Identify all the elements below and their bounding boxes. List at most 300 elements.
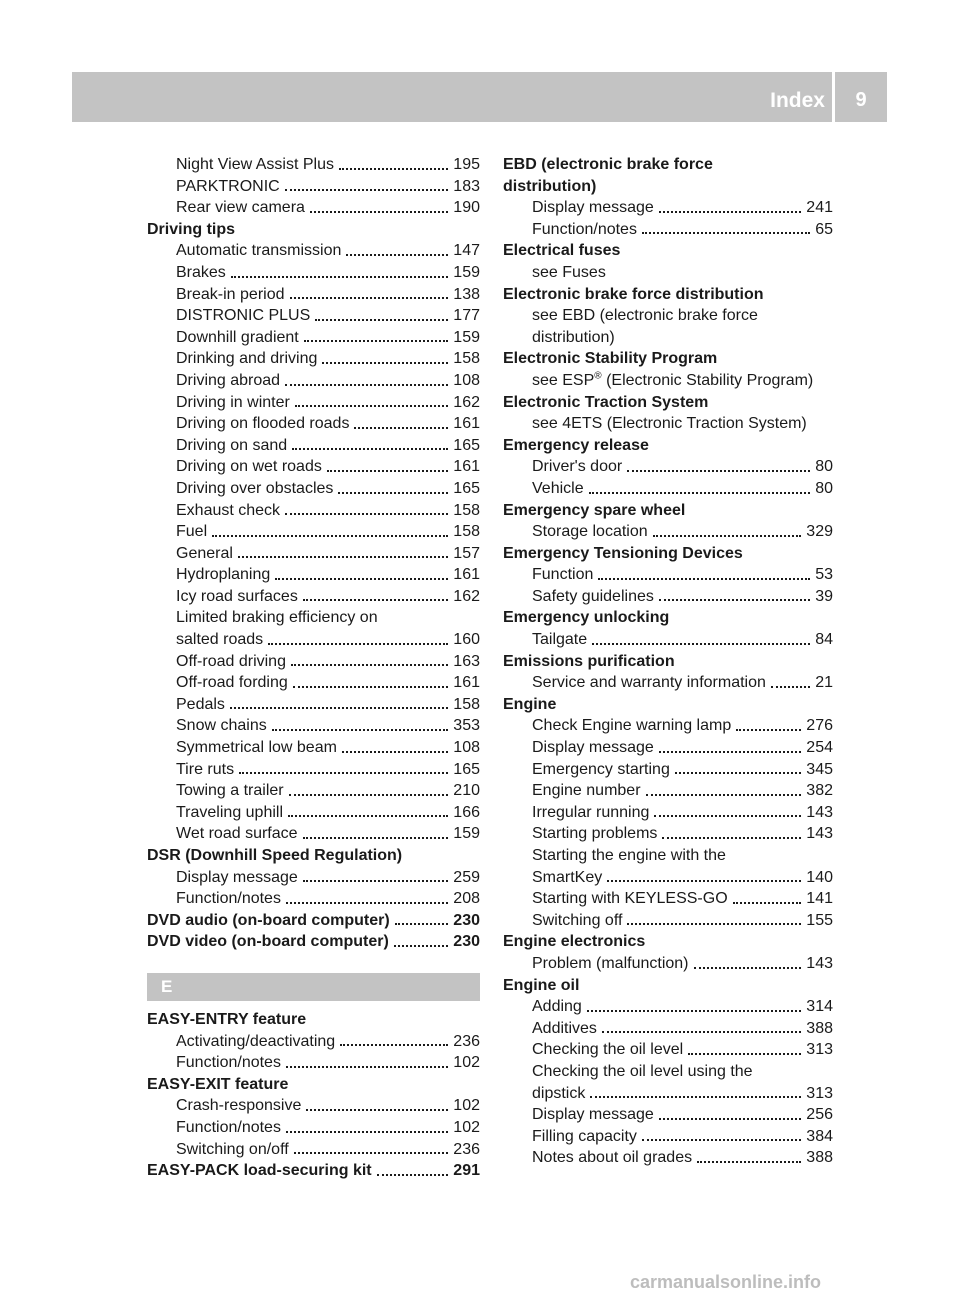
dot-leader [239, 772, 448, 774]
entry-text: General [176, 544, 233, 562]
dot-leader [675, 772, 801, 774]
index-entry [147, 154, 480, 176]
index-heading: EASY-ENTRY feature [147, 1010, 307, 1028]
dot-leader [659, 1118, 801, 1120]
entry-text: Driving on flooded roads [176, 415, 350, 433]
entry-text: Driving abroad [176, 371, 281, 389]
entry-group [503, 197, 833, 240]
page-reference: 388 [806, 1149, 833, 1167]
entry-group [147, 1095, 480, 1160]
entry-text: Starting problems [532, 825, 658, 843]
index-entry [147, 284, 480, 306]
watermark: carmanualsonline.info [630, 1272, 822, 1292]
index-entry [147, 1052, 480, 1074]
page-reference: 166 [453, 803, 480, 821]
index-entry [503, 586, 833, 608]
dot-leader [659, 211, 801, 213]
index-heading: Emissions purification [503, 652, 675, 670]
entry-text: Adding [532, 998, 582, 1016]
entry-text: Symmetrical low beam [176, 739, 337, 757]
index-entry [503, 780, 833, 802]
dot-leader [315, 319, 448, 321]
page-reference: 21 [815, 674, 833, 692]
entry-text: Display message [176, 868, 298, 886]
index-heading: Electronic brake force distribution [503, 285, 764, 303]
dot-leader [627, 470, 810, 472]
index-entry [503, 867, 833, 889]
index-entry [147, 413, 480, 435]
index-entry [503, 953, 833, 975]
dot-leader [304, 340, 449, 342]
page-reference: 162 [453, 393, 480, 411]
entry-text: Function/notes [532, 220, 637, 238]
dot-leader [289, 794, 449, 796]
see-reference: see EBD (electronic brake force [532, 307, 758, 325]
entry-group [147, 867, 480, 910]
dot-leader [395, 923, 449, 925]
dot-leader [377, 1174, 449, 1176]
index-entry [147, 478, 480, 500]
entry-text: Display message [532, 739, 654, 757]
index-heading: Engine [503, 695, 557, 713]
entry-text: Tailgate [532, 631, 588, 649]
entry-text: Engine number [532, 782, 641, 800]
page-reference: 147 [453, 242, 480, 260]
index-entry-heading [147, 1160, 480, 1182]
dot-leader [662, 837, 801, 839]
index-entry [147, 672, 480, 694]
page-reference: 143 [806, 954, 833, 972]
dot-leader [338, 492, 448, 494]
index-entry [503, 1147, 833, 1169]
entry-text: Display message [532, 199, 654, 217]
page-reference: 236 [453, 1032, 480, 1050]
dot-leader [310, 211, 448, 213]
entry-text: Function [532, 566, 594, 584]
index-entry [503, 672, 833, 694]
page-reference: 159 [453, 328, 480, 346]
page-reference: 161 [453, 566, 480, 584]
page-reference: 39 [815, 587, 833, 605]
page-reference: 160 [453, 631, 480, 649]
page-reference: 158 [453, 695, 480, 713]
entry-text: Automatic transmission [176, 242, 342, 260]
dot-leader [292, 448, 448, 450]
entry-text: PARKTRONIC [176, 177, 280, 195]
entry-group [503, 715, 833, 845]
index-entry [147, 348, 480, 370]
page-reference: 65 [815, 220, 833, 238]
page-reference: 329 [806, 523, 833, 541]
dot-leader [736, 729, 801, 731]
index-entry [503, 888, 833, 910]
entry-text: DVD audio (on-board computer) [147, 911, 390, 929]
page-reference: 254 [806, 739, 833, 757]
entry-text: Activating/deactivating [176, 1032, 336, 1050]
dot-leader [286, 902, 448, 904]
index-entry [147, 629, 480, 651]
page-reference: 158 [453, 501, 480, 519]
entry-text: Off-road fording [176, 674, 288, 692]
entry-text: Safety guidelines [532, 587, 654, 605]
index-subentry: Starting the engine with the [532, 847, 726, 864]
entry-text: Vehicle [532, 479, 584, 497]
entry-text: Filling capacity [532, 1127, 637, 1145]
entry-text: Rear view camera [176, 199, 305, 217]
dot-leader [288, 815, 448, 817]
dot-leader [238, 556, 448, 558]
page-reference: 158 [453, 350, 480, 368]
dot-leader [340, 1044, 448, 1046]
index-entry [147, 327, 480, 349]
entry-text: Driving in winter [176, 393, 290, 411]
dot-leader [268, 643, 448, 645]
index-entry [147, 392, 480, 414]
index-heading: DSR (Downhill Speed Regulation) [147, 847, 403, 864]
index-entry [503, 910, 833, 932]
index-entry [503, 1083, 833, 1105]
entry-text: Exhaust check [176, 501, 281, 519]
section-letter-e: E [147, 973, 480, 1001]
entry-text: Hydroplaning [176, 566, 271, 584]
entry-text: Towing a trailer [176, 782, 284, 800]
entry-text: Driver's door [532, 458, 623, 476]
index-entry [147, 867, 480, 889]
entry-text: Service and warranty information [532, 674, 766, 692]
dot-leader [291, 664, 448, 666]
index-entry [503, 219, 833, 241]
entry-text: Downhill gradient [176, 328, 299, 346]
index-entry [503, 478, 833, 500]
page-reference: 159 [453, 825, 480, 843]
entry-group [503, 456, 833, 499]
entry-text: Driving on sand [176, 436, 288, 454]
index-entry [147, 780, 480, 802]
entry-group [503, 1104, 833, 1169]
page-reference: 388 [806, 1019, 833, 1037]
index-entry [147, 651, 480, 673]
page-reference: 165 [453, 760, 480, 778]
dot-leader [642, 1139, 801, 1141]
entry-text: Snow chains [176, 717, 267, 735]
entry-text: Break-in period [176, 285, 285, 303]
page-title: Index [770, 89, 825, 112]
index-heading: Engine electronics [503, 933, 646, 951]
dot-leader [212, 535, 448, 537]
dot-leader [286, 1131, 448, 1133]
dot-leader [346, 254, 448, 256]
entry-text: Wet road surface [176, 825, 298, 843]
entry-group [503, 953, 833, 975]
dot-leader [627, 923, 801, 925]
entry-text: Traveling uphill [176, 803, 284, 821]
see-text: (Electronic Stability Program) [601, 371, 814, 389]
index-entry [503, 715, 833, 737]
page-reference: 102 [453, 1097, 480, 1115]
index-entry [503, 1126, 833, 1148]
dot-leader [303, 599, 448, 601]
index-heading: Emergency release [503, 436, 649, 454]
page-reference: 80 [815, 458, 833, 476]
page-reference: 143 [806, 825, 833, 843]
entry-text: Tire ruts [176, 760, 235, 778]
dot-leader [694, 967, 802, 969]
page-reference: 161 [453, 415, 480, 433]
entry-group [147, 931, 480, 953]
entry-text: Starting with KEYLESS-GO [532, 890, 728, 908]
entry-text: Problem (malfunction) [532, 954, 689, 972]
dot-leader [303, 880, 448, 882]
dot-leader [394, 945, 449, 947]
page-reference: 159 [453, 263, 480, 281]
entry-text: Night View Assist Plus [176, 156, 334, 173]
index-heading: Electrical fuses [503, 242, 621, 260]
entry-text: Brakes [176, 263, 226, 281]
entry-text: Function/notes [176, 1054, 281, 1072]
page-reference: 208 [453, 890, 480, 908]
entry-group [147, 154, 480, 219]
dot-leader [688, 1053, 801, 1055]
page-reference: 141 [806, 890, 833, 908]
dot-leader [231, 276, 449, 278]
page-reference: 140 [806, 868, 833, 886]
entry-text: Check Engine warning lamp [532, 717, 732, 735]
index-entry [503, 1104, 833, 1126]
page-number: 9 [855, 89, 867, 111]
entry-text: Function/notes [176, 890, 281, 908]
index-entry [503, 521, 833, 543]
index-heading: Engine oil [503, 976, 580, 994]
entry-group [503, 888, 833, 931]
index-heading: EASY-EXIT feature [147, 1075, 289, 1093]
page-reference: 384 [806, 1127, 833, 1145]
index-entry [503, 996, 833, 1018]
entry-text: Switching off [532, 911, 623, 929]
index-entry [503, 456, 833, 478]
index-entry [503, 629, 833, 651]
page-reference: 230 [453, 911, 480, 929]
index-entry [147, 759, 480, 781]
dot-leader [327, 470, 448, 472]
entry-text: Checking the oil level [532, 1041, 684, 1059]
page-reference: 313 [806, 1041, 833, 1059]
entry-text: Icy road surfaces [176, 587, 298, 605]
page-reference: 102 [453, 1118, 480, 1136]
index-entry [503, 802, 833, 824]
entry-text: Off-road driving [176, 652, 286, 670]
index-entry [503, 823, 833, 845]
page-reference: 183 [453, 177, 480, 195]
index-entry [147, 802, 480, 824]
page-reference: 108 [453, 739, 480, 757]
dot-leader [697, 1161, 801, 1163]
entry-text: SmartKey [532, 868, 603, 886]
index-subentry: Checking the oil level using the [532, 1062, 753, 1080]
index-heading: Electronic Stability Program [503, 350, 718, 368]
entry-text: Switching on/off [176, 1140, 289, 1158]
dot-leader [322, 362, 448, 364]
entry-text: Fuel [176, 523, 208, 541]
page-reference: 80 [815, 479, 833, 497]
index-entry [147, 823, 480, 845]
dot-leader [275, 578, 448, 580]
dot-leader [306, 1109, 448, 1111]
index-entry [147, 370, 480, 392]
index-heading: Emergency spare wheel [503, 501, 686, 519]
page-reference: 158 [453, 523, 480, 541]
entry-text: Driving over obstacles [176, 479, 334, 497]
entry-text: DISTRONIC PLUS [176, 307, 311, 325]
index-heading: Driving tips [147, 220, 236, 238]
entry-text: Irregular running [532, 803, 650, 821]
index-entry [147, 694, 480, 716]
entry-text: Storage location [532, 523, 648, 541]
index-heading: Emergency unlocking [503, 609, 670, 627]
entry-text: DVD video (on-board computer) [147, 933, 389, 951]
right-column [503, 154, 833, 1169]
index-entry [503, 759, 833, 781]
index-entry [147, 240, 480, 262]
entry-text: Driving on wet roads [176, 458, 322, 476]
index-entry [147, 176, 480, 198]
entry-text: Additives [532, 1019, 597, 1037]
dot-leader [290, 297, 449, 299]
page-reference: 165 [453, 436, 480, 454]
dot-leader [642, 232, 810, 234]
dot-leader [659, 599, 810, 601]
dot-leader [659, 751, 801, 753]
page-reference: 155 [806, 911, 833, 929]
page-reference: 314 [806, 998, 833, 1016]
dot-leader [592, 643, 810, 645]
page-reference: 163 [453, 652, 480, 670]
dot-leader [293, 686, 449, 688]
dot-leader [342, 751, 448, 753]
entry-group [147, 651, 480, 845]
page-reference: 84 [815, 631, 833, 649]
index-entry [503, 737, 833, 759]
dot-leader [230, 707, 448, 709]
entry-group [147, 1031, 480, 1074]
index-entry [147, 197, 480, 219]
page-reference: 382 [806, 782, 833, 800]
entry-group [503, 672, 833, 694]
see-text: see ESP [532, 371, 595, 389]
page-reference: 230 [453, 933, 480, 951]
page-reference: 157 [453, 544, 480, 562]
dot-leader [598, 578, 810, 580]
index-entry [503, 1018, 833, 1040]
page-reference: 353 [453, 717, 480, 735]
page-reference: 190 [453, 199, 480, 217]
page-reference: 236 [453, 1140, 480, 1158]
page-reference: 291 [453, 1162, 480, 1180]
page-reference: 195 [453, 156, 480, 173]
index-entry [147, 1117, 480, 1139]
entry-text: dipstick [532, 1084, 586, 1102]
index-heading: Electronic Traction System [503, 393, 709, 411]
index-entry [147, 456, 480, 478]
index-entry [147, 1031, 480, 1053]
index-entry [503, 564, 833, 586]
dot-leader [602, 1031, 801, 1033]
index-heading: EBD (electronic brake force [503, 156, 713, 173]
index-entry [147, 543, 480, 565]
index-entry [147, 305, 480, 327]
entry-text: Notes about oil grades [532, 1149, 693, 1167]
page-reference: 161 [453, 674, 480, 692]
entry-group [147, 240, 480, 607]
dot-leader [303, 837, 449, 839]
dot-leader [354, 427, 448, 429]
page-reference: 210 [453, 782, 480, 800]
index-entry [147, 1095, 480, 1117]
index-entry [147, 262, 480, 284]
index-entry [503, 1039, 833, 1061]
page-reference: 165 [453, 479, 480, 497]
index-entry [503, 197, 833, 219]
index-entry [147, 500, 480, 522]
entry-text: Emergency starting [532, 760, 670, 778]
entry-text: Crash-responsive [176, 1097, 302, 1115]
dot-leader [295, 405, 448, 407]
dot-leader [653, 535, 802, 537]
see-reference: distribution) [532, 328, 615, 346]
index-entry [147, 564, 480, 586]
index-subentry: Limited braking efficiency on [176, 609, 378, 627]
index-entry [147, 1139, 480, 1161]
index-entry [147, 435, 480, 457]
page-reference: 162 [453, 587, 480, 605]
dot-leader [589, 492, 811, 494]
entry-text: Display message [532, 1106, 654, 1124]
index-entry [147, 737, 480, 759]
dot-leader [294, 1152, 449, 1154]
dot-leader [587, 1010, 801, 1012]
entry-group [147, 629, 480, 651]
page-reference: 138 [453, 285, 480, 303]
index-heading: distribution) [503, 177, 597, 195]
page-reference: 161 [453, 458, 480, 476]
dot-leader [286, 1066, 448, 1068]
page-reference: 241 [806, 199, 833, 217]
dot-leader [285, 189, 449, 191]
index-entry [147, 888, 480, 910]
index-entry [147, 521, 480, 543]
entry-group [503, 996, 833, 1061]
index-entry-heading [147, 910, 480, 932]
entry-group [503, 521, 833, 543]
dot-leader [654, 815, 801, 817]
entry-text: Function/notes [176, 1118, 281, 1136]
see-reference: see Fuses [532, 263, 606, 281]
page-reference: 177 [453, 307, 480, 325]
dot-leader [607, 880, 801, 882]
registered-mark: ® [594, 370, 602, 382]
dot-leader [733, 902, 802, 904]
dot-leader [590, 1096, 801, 1098]
index-entry [147, 586, 480, 608]
page-reference: 276 [806, 717, 833, 735]
entry-group [503, 564, 833, 607]
entry-group [147, 1160, 480, 1182]
index-entry-heading [147, 931, 480, 953]
entry-text: EASY-PACK load-securing kit [147, 1162, 372, 1180]
entry-text: Pedals [176, 695, 225, 713]
page-reference: 53 [815, 566, 833, 584]
index-heading: Emergency Tensioning Devices [503, 544, 743, 562]
see-reference [503, 370, 833, 392]
